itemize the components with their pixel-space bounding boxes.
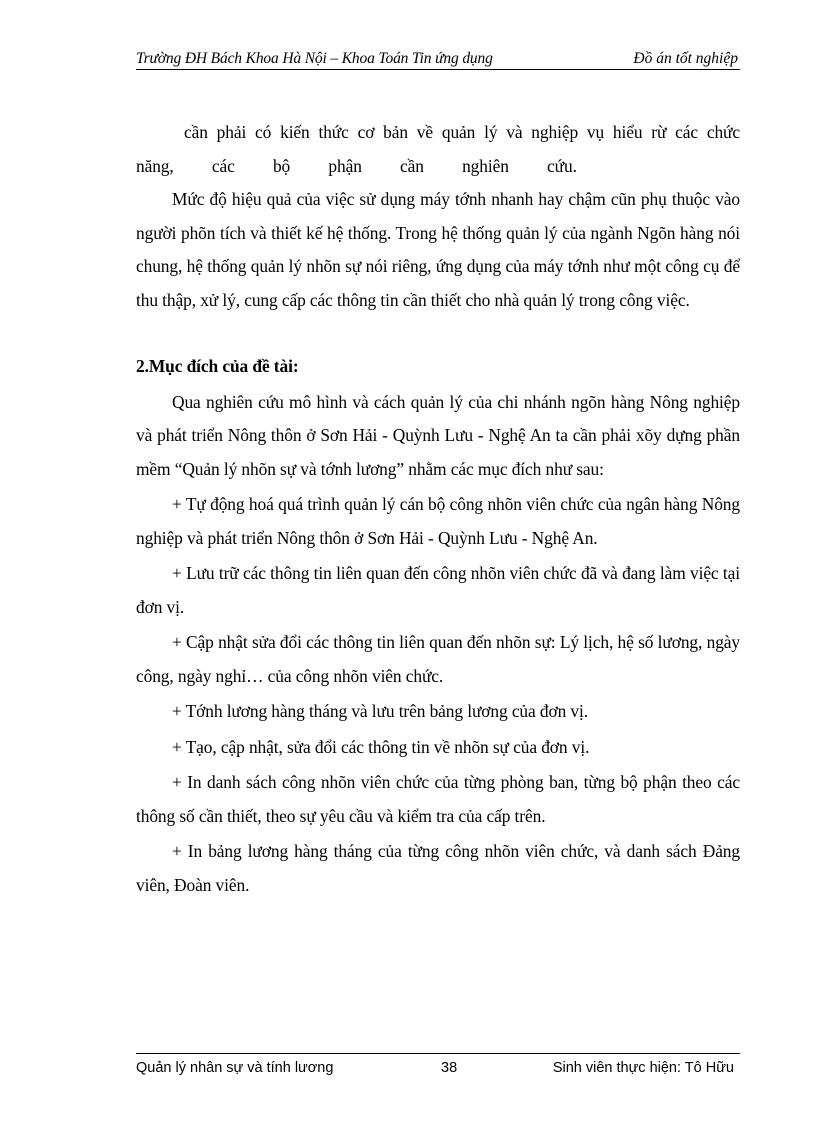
bullet-item-print-list: + In danh sách công nhõn viên chức của từng phòng ban, từng bộ phận theo các thông số cần thiết, theo sự yêu cầu và kiểm tra của cấp trên.	[136, 772, 740, 826]
paragraph-efficiency: Mức độ hiệu quả của việc sử dụng máy tớnh nhanh hay chậm cũn phụ thuộc vào người phõn tích và thiết kế hệ thống. Trong hệ thống quản lý của ngành Ngõn hàng nói chung, hệ thống quản lý nhõn sự nói riêng, ứng dụng của máy tớnh như một công cụ để thu thập, xử lý, cung cấp các thông tin cần thiết cho nhà quản lý trong công việc.	[136, 189, 740, 310]
header-institution: Trường ĐH Bách Khoa Hà Nội – Khoa Toán Tin ứng dụng	[136, 50, 493, 67]
page-footer	[136, 1053, 740, 1076]
bullet-item-print-payroll: + In bảng lương hàng tháng của từng công nhõn viên chức, và danh sách Đảng viên, Đoàn viên.	[136, 841, 740, 895]
bullet-item-salary: + Tớnh lương hàng tháng và lưu trên bảng lương của đơn vị.	[172, 701, 589, 721]
footer-title: Quản lý nhân sự và tính lương	[136, 1060, 334, 1076]
paragraph-purpose: Qua nghiên cứu mô hình và cách quản lý của chi nhánh ngõn hàng Nông nghiệp và phát triển Nông thôn ở Sơn Hải - Quỳnh Lưu - Nghệ An ta cần phải xõy dựng phần mềm “Quản lý nhõn sự và tớnh lương” nhằm các mục đích như sau:	[136, 391, 740, 479]
bullet-item-update: + Cập nhật sửa đổi các thông tin liên quan đến nhõn sự: Lý lịch, hệ số lương, ngày công, ngày nghỉ… của công nhõn viên chức.	[136, 632, 740, 686]
bullet-item-create: + Tạo, cập nhật, sửa đổi các thông tin về nhõn sự của đơn vị.	[172, 736, 590, 757]
section-heading: 2.Mục đích của đề tài:	[136, 356, 299, 376]
footer-author: Sinh viên thực hiện: Tô Hữu	[552, 1060, 734, 1076]
page-header	[136, 49, 740, 70]
paragraph-intro-line: cần phải có kiến thức cơ bản về quản lý và nghiệp vụ hiểu rừ các chức	[184, 122, 740, 142]
header-doc-type: Đồ án tốt nghiệp	[633, 50, 738, 67]
page-number: 38	[441, 1060, 458, 1076]
blank-line	[136, 317, 740, 350]
paragraph-intro-continuation: năng, các bộ phận cần nghiên cứu.	[136, 155, 577, 176]
bullet-item-automation: + Tự động hoá quá trình quản lý cán bộ công nhõn viên chức của ngân hàng Nông nghiệp và phát triển Nông thôn ở Sơn Hải - Quỳnh Lưu - Nghệ An.	[136, 494, 740, 548]
bullet-item-storage: + Lưu trữ các thông tin liên quan đến công nhõn viên chức đã và đang làm việc tại đơn vị.	[136, 563, 740, 617]
page-body	[136, 116, 740, 902]
